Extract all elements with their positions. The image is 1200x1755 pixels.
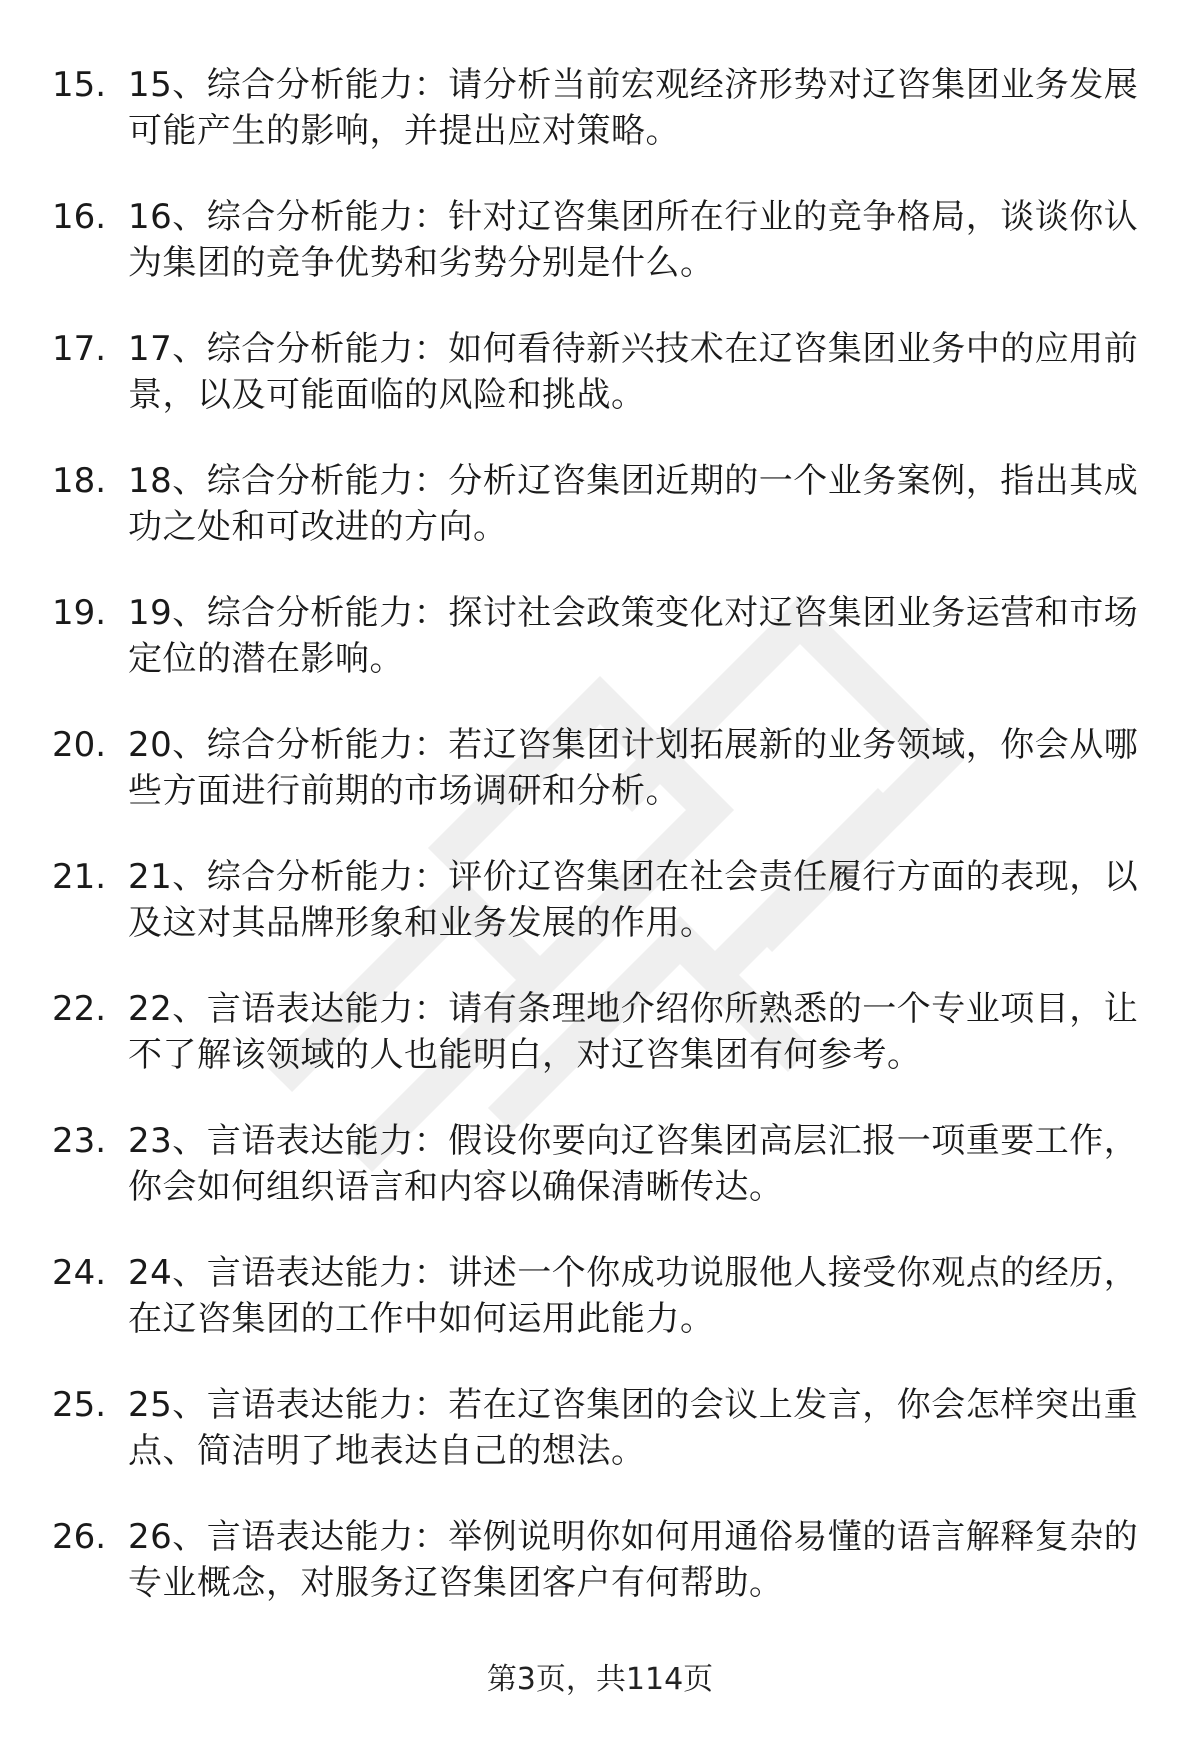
question-number: 24. bbox=[52, 1253, 107, 1293]
question-text: 19、综合分析能力：探讨社会政策变化对辽咨集团业务运营和市场定位的潜在影响。 bbox=[128, 593, 1139, 679]
question-item-17 bbox=[52, 326, 1152, 458]
question-number: 17. bbox=[52, 329, 107, 369]
question-number: 18. bbox=[52, 461, 107, 501]
question-item-20 bbox=[52, 722, 1152, 854]
question-text: 16、综合分析能力：针对辽咨集团所在行业的竞争格局，谈谈你认为集团的竞争优势和劣势分别是什么。 bbox=[128, 197, 1139, 283]
question-text: 24、言语表达能力：讲述一个你成功说服他人接受你观点的经历，在辽咨集团的工作中如何运用此能力。 bbox=[128, 1253, 1139, 1339]
question-text: 25、言语表达能力：若在辽咨集团的会议上发言，你会怎样突出重点、简洁明了地表达自己的想法。 bbox=[128, 1385, 1139, 1471]
question-text: 23、言语表达能力：假设你要向辽咨集团高层汇报一项重要工作，你会如何组织语言和内容以确保清晰传达。 bbox=[128, 1121, 1139, 1207]
question-list bbox=[52, 62, 1152, 1646]
question-text: 18、综合分析能力：分析辽咨集团近期的一个业务案例，指出其成功之处和可改进的方向。 bbox=[128, 461, 1139, 547]
question-item-15 bbox=[52, 62, 1152, 194]
question-number: 16. bbox=[52, 197, 107, 237]
question-item-16 bbox=[52, 194, 1152, 326]
page-footer: 第3页，共114页 bbox=[486, 1662, 714, 1697]
question-number: 22. bbox=[52, 989, 107, 1029]
question-item-24 bbox=[52, 1250, 1152, 1382]
question-number: 20. bbox=[52, 725, 107, 765]
question-text: 22、言语表达能力：请有条理地介绍你所熟悉的一个专业项目，让不了解该领域的人也能明白，对辽咨集团有何参考。 bbox=[128, 989, 1139, 1075]
question-item-25 bbox=[52, 1382, 1152, 1514]
question-item-26 bbox=[52, 1514, 1152, 1646]
question-text: 21、综合分析能力：评价辽咨集团在社会责任履行方面的表现，以及这对其品牌形象和业务发展的作用。 bbox=[128, 857, 1139, 943]
question-item-22 bbox=[52, 986, 1152, 1118]
question-number: 21. bbox=[52, 857, 107, 897]
question-item-19 bbox=[52, 590, 1152, 722]
question-item-21 bbox=[52, 854, 1152, 986]
question-item-23 bbox=[52, 1118, 1152, 1250]
question-text: 15、综合分析能力：请分析当前宏观经济形势对辽咨集团业务发展可能产生的影响，并提出应对策略。 bbox=[128, 65, 1139, 151]
question-number: 23. bbox=[52, 1121, 107, 1161]
question-number: 19. bbox=[52, 593, 107, 633]
question-item-18 bbox=[52, 458, 1152, 590]
question-number: 26. bbox=[52, 1517, 107, 1557]
question-text: 20、综合分析能力：若辽咨集团计划拓展新的业务领域，你会从哪些方面进行前期的市场调研和分析。 bbox=[128, 725, 1139, 811]
question-text: 26、言语表达能力：举例说明你如何用通俗易懂的语言解释复杂的专业概念，对服务辽咨集团客户有何帮助。 bbox=[128, 1517, 1139, 1603]
question-text: 17、综合分析能力：如何看待新兴技术在辽咨集团业务中的应用前景，以及可能面临的风险和挑战。 bbox=[128, 329, 1139, 415]
question-number: 25. bbox=[52, 1385, 107, 1425]
question-number: 15. bbox=[52, 65, 107, 105]
